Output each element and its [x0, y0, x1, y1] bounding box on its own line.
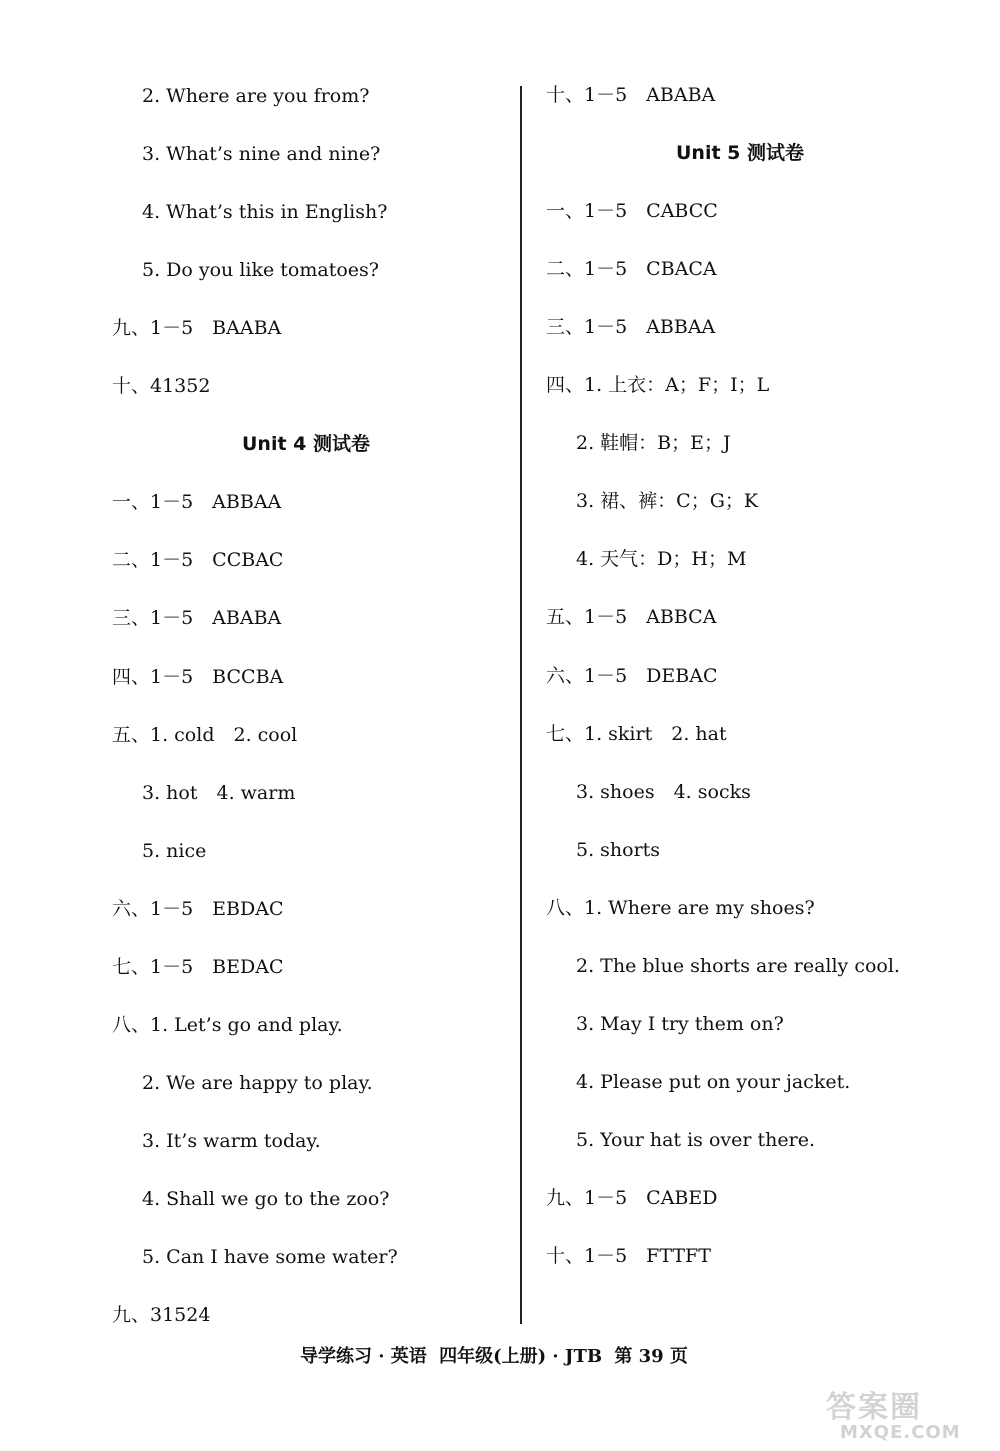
answer-line: 3. hot 4. warm [142, 781, 296, 804]
answer-line: 三、1－5 ABBAA [546, 316, 716, 339]
answer-line: 四、1. 上衣：A；F；I；L [546, 374, 770, 397]
answer-line: 一、1－5 ABBAA [112, 491, 282, 514]
answer-line: 九、31524 [112, 1304, 211, 1327]
answer-line: 四、1－5 BCCBA [112, 665, 284, 688]
answer-line: 二、1－5 CCBAC [112, 549, 284, 572]
column-divider [520, 86, 522, 1324]
answer-line: 七、1. skirt 2. hat [546, 722, 727, 745]
answer-line: 3. What’s nine and nine? [142, 143, 381, 166]
footer-page-number: 第 39 页 [614, 1346, 688, 1367]
answer-line: 5. Can I have some water? [142, 1246, 398, 1268]
answer-line: 七、1－5 BEDAC [112, 955, 284, 978]
answer-line: 五、1. cold 2. cool [112, 723, 298, 746]
watermark-logo [822, 1382, 992, 1446]
page-footer [300, 1345, 694, 1369]
footer-grade: 四年级(上册) · JTB [439, 1346, 603, 1367]
answer-line: 六、1－5 DEBAC [546, 664, 718, 687]
answer-line: 六、1－5 EBDAC [112, 897, 284, 920]
answer-line: 二、1－5 CBACA [546, 258, 717, 281]
answer-line: 5. Your hat is over there. [576, 1128, 815, 1151]
section-heading: Unit 4 测试卷 [242, 433, 370, 456]
footer-book-title: 导学练习 · 英语 [300, 1346, 427, 1367]
answer-line: 2. Where are you from? [142, 85, 370, 107]
answer-line: 2. The blue shorts are really cool. [576, 954, 900, 977]
answer-line: 3. It’s warm today. [142, 1129, 321, 1152]
answer-line: 4. Shall we go to the zoo? [142, 1187, 390, 1210]
answer-line: 十、1－5 FTTFT [546, 1245, 711, 1267]
answer-line: 3. shoes 4. socks [576, 780, 751, 803]
answer-line: 5. nice [142, 839, 207, 862]
answer-line: 九、1－5 CABED [546, 1186, 718, 1209]
answer-line: 5. Do you like tomatoes? [142, 259, 379, 282]
watermark-text: 答案圈 [826, 1390, 922, 1425]
answer-line: 九、1－5 BAABA [112, 317, 282, 340]
section-heading: Unit 5 测试卷 [676, 142, 804, 165]
answer-line: 3. 裙、裤：C；G；K [576, 490, 759, 513]
answer-line: 4. Please put on your jacket. [576, 1070, 851, 1093]
answer-line: 3. May I try them on? [576, 1012, 784, 1035]
answer-line: 5. shorts [576, 838, 661, 861]
answer-line: 2. 鞋帽：B；E；J [576, 432, 731, 455]
answer-line: 八、1. Let’s go and play. [112, 1013, 343, 1036]
answer-line: 十、41352 [112, 375, 211, 398]
answer-line: 4. What’s this in English? [142, 201, 388, 224]
watermark-url: MXQE.COM [840, 1422, 961, 1443]
answer-line: 三、1－5 ABABA [112, 607, 282, 630]
answer-line: 八、1. Where are my shoes? [546, 896, 815, 919]
answer-line: 2. We are happy to play. [142, 1071, 373, 1094]
answer-line: 十、1－5 ABABA [546, 84, 716, 106]
answer-line: 五、1－5 ABBCA [546, 606, 717, 629]
answer-line: 一、1－5 CABCC [546, 200, 718, 223]
answer-line: 4. 天气：D；H；M [576, 548, 747, 571]
